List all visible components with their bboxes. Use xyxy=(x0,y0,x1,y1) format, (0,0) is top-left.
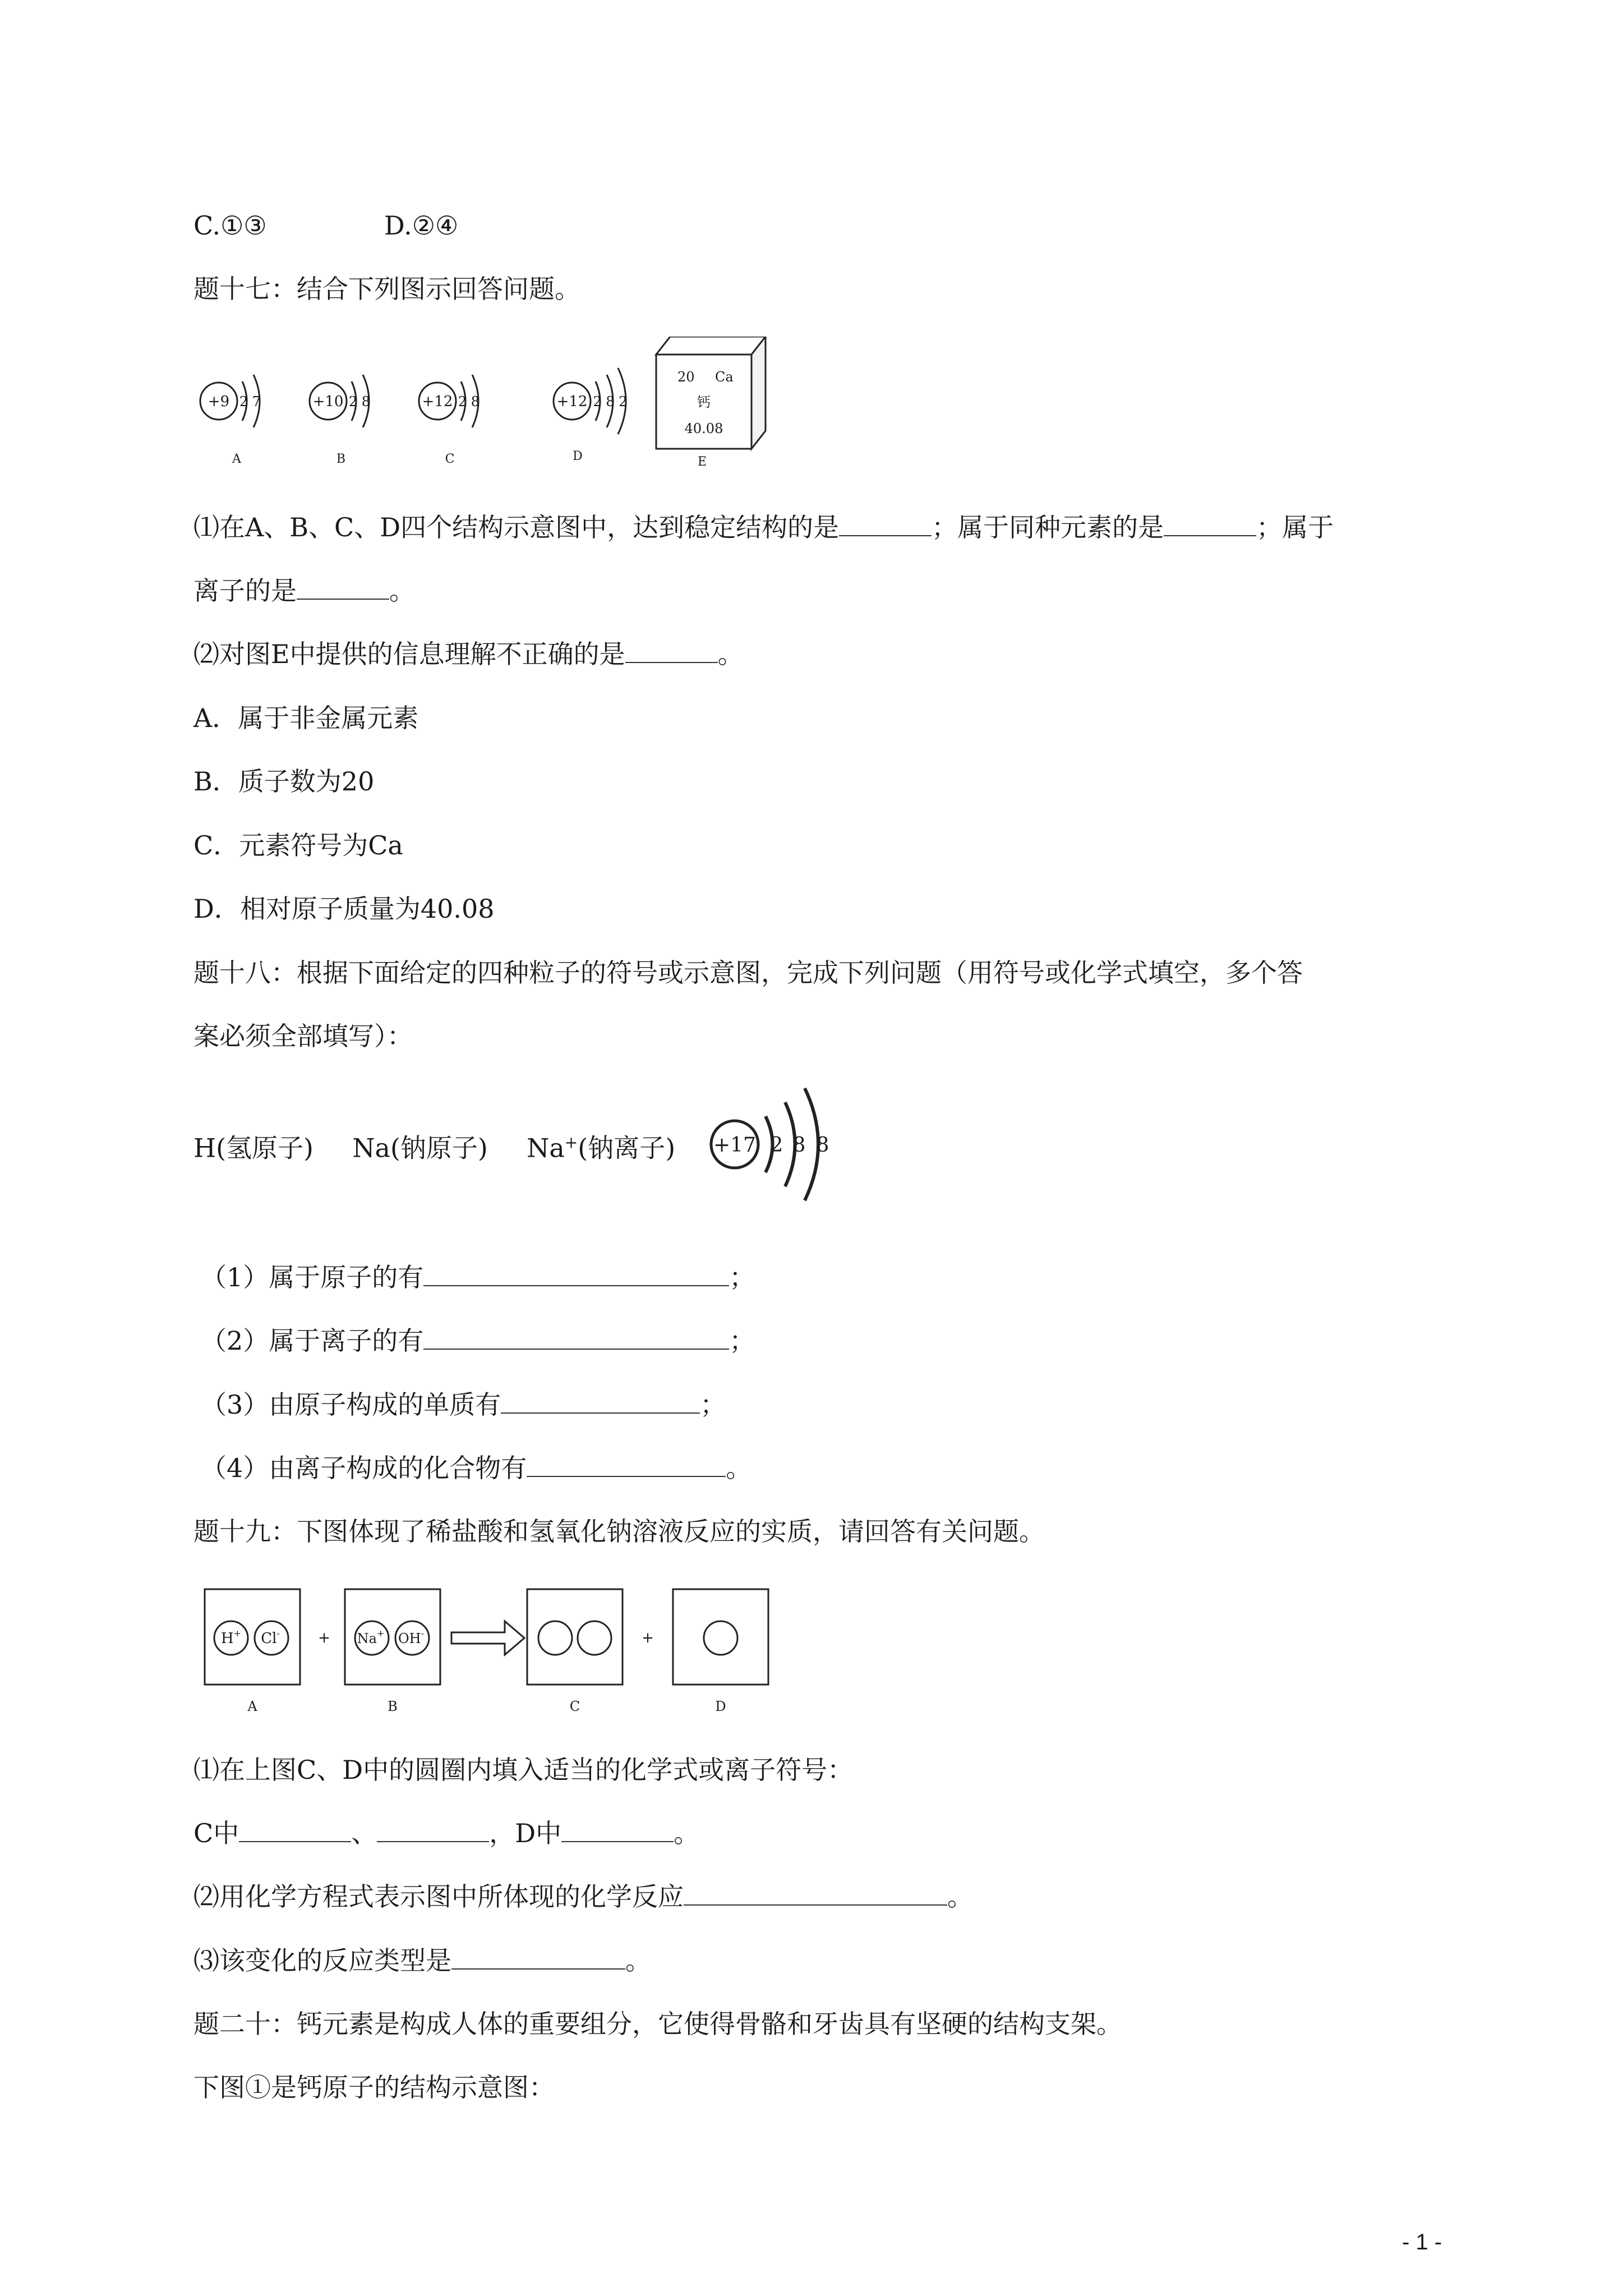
q17-part2 xyxy=(193,637,744,671)
plus-sign-2: + xyxy=(642,1630,654,1646)
q17-part1-line2 xyxy=(193,574,415,608)
box-a-label: A xyxy=(247,1699,257,1714)
atom-c-shells: 2 8 xyxy=(458,394,480,409)
answer-blank-q18-4[interactable] xyxy=(527,1451,726,1477)
element-card-calcium xyxy=(656,337,766,469)
q19-part2 xyxy=(193,1880,973,1913)
particle-na: Na(钠原子) xyxy=(352,1133,488,1163)
q17-title: 题十七：结合下列图示回答问题。 xyxy=(193,274,580,304)
q18-item-1-end: ； xyxy=(729,1262,755,1292)
q18-title-line1: 题十八：根据下面给定的四种粒子的符号或示意图，完成下列问题（用符号或化学式填空，多个答 xyxy=(193,958,1303,988)
box-d xyxy=(673,1589,768,1714)
atom-c-nucleus: +12 xyxy=(422,393,453,410)
atom-b-shells: 2 8 xyxy=(348,394,371,409)
atom-d-label: D xyxy=(573,449,583,463)
q19-part2-text: ⑵用化学方程式表示图中所体现的化学反应 xyxy=(193,1881,684,1912)
answer-blank-q17-part2[interactable] xyxy=(625,637,718,663)
q17-option-c: C．元素符号为Ca xyxy=(193,830,403,861)
atom-a-shells: 2 7 xyxy=(239,394,261,409)
answer-blank-reaction-type[interactable] xyxy=(451,1944,625,1970)
answer-blank-q18-1[interactable] xyxy=(423,1260,729,1286)
q20-line2: 下图①是钙原子的结构示意图： xyxy=(193,2072,555,2102)
q19-title: 题十九：下图体现了稀盐酸和氢氧化钠溶液反应的实质，请回答有关问题。 xyxy=(193,1516,1045,1547)
box-b-label: B xyxy=(388,1699,398,1714)
cl-nucleus: +17 xyxy=(713,1134,756,1157)
particle-na-ion-label: (钠离子) xyxy=(578,1133,676,1163)
q20-title: 题二十：钙元素是构成人体的重要组分，它使得骨骼和牙齿具有坚硬的结构支架。 xyxy=(193,2009,1122,2039)
box-d-label: D xyxy=(715,1699,726,1714)
q18-particles xyxy=(193,1126,675,1165)
element-name: 钙 xyxy=(697,394,711,410)
particle-h: H(氢原子) xyxy=(193,1133,314,1163)
q18-item-2-end: ； xyxy=(729,1326,755,1356)
q18-item-1-text: （1）属于原子的有 xyxy=(201,1262,424,1292)
plus-sign-1: + xyxy=(318,1630,330,1646)
atom-b-nucleus: +10 xyxy=(312,393,344,410)
cl-shell-3: 8 xyxy=(816,1134,829,1157)
element-symbol: Ca xyxy=(715,369,734,385)
q19-part1-end: 。 xyxy=(674,1818,700,1848)
q17-part1-text-e: 。 xyxy=(389,576,415,606)
answer-blank-q18-3[interactable] xyxy=(501,1388,700,1414)
atom-c-label: C xyxy=(445,452,455,466)
element-mass: 40.08 xyxy=(684,421,723,436)
atom-a-nucleus: +9 xyxy=(208,393,230,410)
q17-part2-text: ⑵对图E中提供的信息理解不正确的是 xyxy=(193,639,625,669)
q18-item-4-end: 。 xyxy=(726,1453,752,1483)
q19-sep: 、 xyxy=(351,1818,377,1848)
box-a xyxy=(205,1589,300,1714)
atom-b-label: B xyxy=(336,452,346,466)
q19-part3-text: ⑶该变化的反应类型是 xyxy=(193,1945,451,1976)
box-c-label: C xyxy=(569,1699,580,1714)
q17-part1-text-b: ；属于同种元素的是 xyxy=(932,512,1164,542)
q17-part1-text-d: 离子的是 xyxy=(193,576,297,606)
answer-blank-ion[interactable] xyxy=(297,574,389,600)
q16-option-d: D.②④ xyxy=(384,210,459,241)
q18-item-4 xyxy=(201,1451,751,1485)
chloride-ion-diagram xyxy=(704,1080,850,1214)
atom-d-shells: 2 8 2 xyxy=(593,394,628,409)
q16-option-c: C.①③ xyxy=(193,210,267,241)
particle-na-ion-symbol: Na xyxy=(527,1133,565,1163)
atom-d-nucleus: +12 xyxy=(556,393,588,410)
q16-options xyxy=(193,209,458,242)
q19-c-label: C中 xyxy=(193,1818,239,1848)
element-card-label: E xyxy=(697,455,707,469)
q18-item-1 xyxy=(201,1260,755,1294)
reaction-arrow xyxy=(451,1621,524,1655)
page-number: - 1 - xyxy=(1402,2230,1442,2254)
q18-item-3-end: ； xyxy=(700,1389,726,1420)
atom-a-label: A xyxy=(232,452,241,466)
cl-shell-1: 2 xyxy=(770,1134,783,1157)
ion-na: Na+ xyxy=(357,1628,385,1646)
box-c xyxy=(527,1589,623,1714)
q17-part1-line1 xyxy=(193,510,1334,544)
q19-part3-end: 。 xyxy=(625,1945,651,1976)
q17-option-d: D．相对原子质量为40.08 xyxy=(193,894,495,924)
q18-item-4-text: （4）由离子构成的化合物有 xyxy=(201,1453,527,1483)
q18-item-3 xyxy=(201,1388,726,1421)
particle-na-ion-charge: + xyxy=(564,1133,578,1152)
atom-b-diagram xyxy=(310,375,370,466)
answer-blank-equation[interactable] xyxy=(684,1880,947,1906)
ion-cl: Cl- xyxy=(261,1628,280,1647)
q19-part1-answers xyxy=(193,1816,699,1850)
q19-d-label: ，D中 xyxy=(489,1818,562,1848)
q18-item-2 xyxy=(201,1324,755,1358)
box-b xyxy=(345,1589,440,1714)
q19-part1: ⑴在上图C、D中的圆圈内填入适当的化学式或离子符号： xyxy=(193,1755,854,1785)
q17-part1-text: ⑴在A、B、C、D四个结构示意图中，达到稳定结构的是 xyxy=(193,512,840,542)
answer-blank-q18-2[interactable] xyxy=(423,1324,729,1350)
q17-figure xyxy=(191,337,808,477)
answer-blank-c2[interactable] xyxy=(377,1816,489,1842)
q18-item-2-text: （2）属于离子的有 xyxy=(201,1326,424,1356)
answer-blank-stable[interactable] xyxy=(839,510,932,536)
q17-option-b: B．质子数为20 xyxy=(193,766,375,797)
element-number: 20 xyxy=(677,369,695,385)
q18-item-3-text: （3）由原子构成的单质有 xyxy=(201,1389,501,1420)
q17-option-a: A．属于非金属元素 xyxy=(193,703,419,733)
atom-c-diagram xyxy=(419,375,479,466)
q17-part2-end: 。 xyxy=(717,639,744,669)
atom-d-diagram xyxy=(554,368,628,463)
q19-reaction-figure xyxy=(202,1586,785,1721)
answer-blank-d[interactable] xyxy=(561,1816,674,1842)
ion-oh: OH- xyxy=(398,1628,425,1646)
q17-part1-text-c: ；属于 xyxy=(1256,512,1334,542)
q18-title-line2: 案必须全部填写）： xyxy=(193,1021,413,1051)
q19-part3 xyxy=(193,1944,651,1977)
answer-blank-same-element[interactable] xyxy=(1164,510,1256,536)
atom-a-diagram xyxy=(200,375,261,466)
cl-shell-2: 8 xyxy=(792,1134,806,1157)
answer-blank-c1[interactable] xyxy=(239,1816,351,1842)
ion-h: H+ xyxy=(220,1628,242,1647)
q19-part2-end: 。 xyxy=(947,1881,973,1912)
